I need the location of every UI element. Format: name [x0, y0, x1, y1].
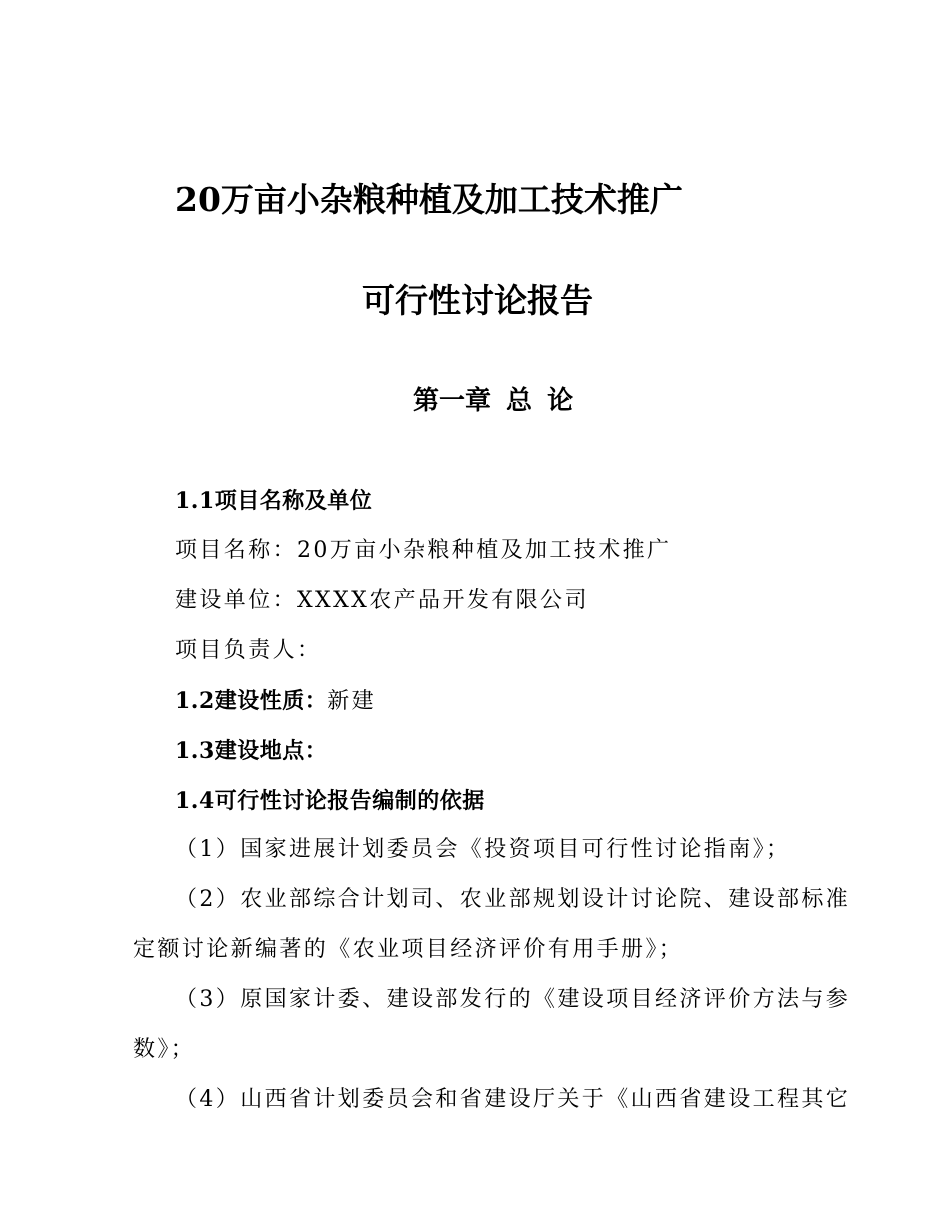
basis-item-2-line-2: 定额讨论新编著的《农业项目经济评价有用手册》；	[133, 937, 684, 962]
document-subtitle: 可行性讨论报告	[362, 281, 593, 320]
section-heading-1-3: 1.3建设地点：	[175, 738, 328, 764]
basis-item-4-line-1: （4）山西省计划委员会和省建设厅关于《山西省建设工程其它	[175, 1087, 851, 1112]
section-heading-1-1: 1.1项目名称及单位	[175, 488, 373, 514]
section-heading-1-2	[175, 685, 376, 718]
construction-unit-line: 建设单位：XXXX农产品开发有限公司	[175, 588, 589, 613]
basis-item-2-line-1: （2）农业部综合计划司、农业部规划设计讨论院、建设部标准	[175, 887, 851, 912]
project-leader-line: 项目负责人：	[175, 638, 322, 663]
construction-nature-value: 新建	[327, 689, 377, 714]
document-title: 20万亩小杂粮种植及加工技术推广	[175, 180, 683, 219]
construction-nature-label: 1.2建设性质：	[175, 688, 328, 714]
basis-item-3-line-1: （3）原国家计委、建设部发行的《建设项目经济评价方法与参	[175, 987, 851, 1012]
basis-item-1: （1）国家进展计划委员会《投资项目可行性讨论指南》；	[175, 837, 791, 862]
project-name-line: 项目名称：20万亩小杂粮种植及加工技术推广	[175, 538, 672, 563]
chapter-heading: 第一章 总 论	[413, 386, 574, 416]
basis-item-3-line-2: 数》；	[133, 1037, 196, 1062]
section-heading-1-4: 1.4可行性讨论报告编制的依据	[175, 788, 485, 814]
